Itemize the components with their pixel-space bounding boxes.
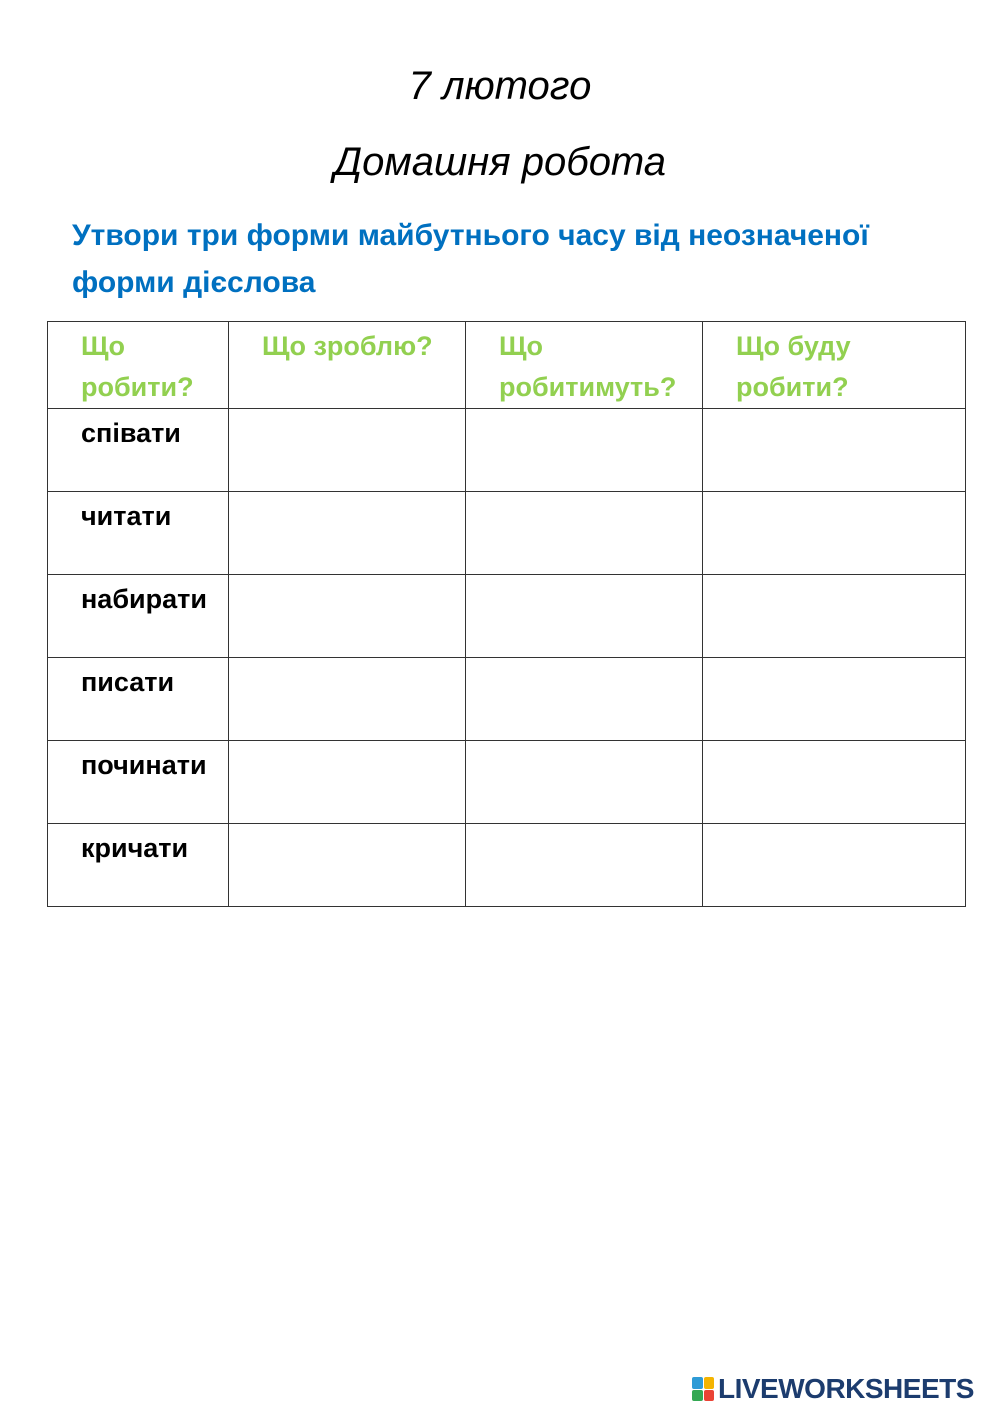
task-instruction [72,212,952,306]
answer-cell-simple[interactable] [466,409,703,492]
table-row [48,741,966,824]
answer-cell-compound[interactable] [703,492,966,575]
verb-cell: писати [48,658,229,741]
table-header-row [48,322,966,409]
answer-cell-compound[interactable] [703,824,966,907]
answer-cell-perfective[interactable] [229,824,466,907]
answer-cell-compound[interactable] [703,658,966,741]
answer-cell-perfective[interactable] [229,575,466,658]
answer-cell-perfective[interactable] [229,409,466,492]
table-row [48,575,966,658]
answer-cell-perfective[interactable] [229,492,466,575]
verb-cell: читати [48,492,229,575]
table-row [48,492,966,575]
answer-cell-simple[interactable] [466,492,703,575]
verb-forms-table [47,321,966,907]
header-compound-future: Що буду робити? [703,322,966,409]
answer-cell-perfective[interactable] [229,658,466,741]
liveworksheets-logo-icon [692,1377,714,1401]
answer-cell-compound[interactable] [703,409,966,492]
liveworksheets-logo-text: LIVEWORKSHEETS [718,1373,974,1404]
answer-cell-simple[interactable] [466,658,703,741]
table-row [48,824,966,907]
answer-cell-simple[interactable] [466,575,703,658]
header-infinitive: Що робити? [48,322,229,409]
verb-cell: співати [48,409,229,492]
homework-title: Домашня робота [333,140,667,184]
verb-cell: кричати [48,824,229,907]
answer-cell-compound[interactable] [703,741,966,824]
answer-cell-compound[interactable] [703,575,966,658]
verb-cell: починати [48,741,229,824]
date-heading: 7 лютого [408,64,592,108]
answer-cell-perfective[interactable] [229,741,466,824]
answer-cell-simple[interactable] [466,741,703,824]
table-row [48,658,966,741]
instruction-line-2: форми дієслова [72,266,316,299]
verb-cell: набирати [48,575,229,658]
header-perfective-future: Що зроблю? [229,322,466,409]
table-row [48,409,966,492]
answer-cell-simple[interactable] [466,824,703,907]
header-simple-future: Що робитимуть? [466,322,703,409]
liveworksheets-logo [692,1374,974,1404]
instruction-line-1: Утвори три форми майбутнього часу від неозначеної [72,219,869,252]
